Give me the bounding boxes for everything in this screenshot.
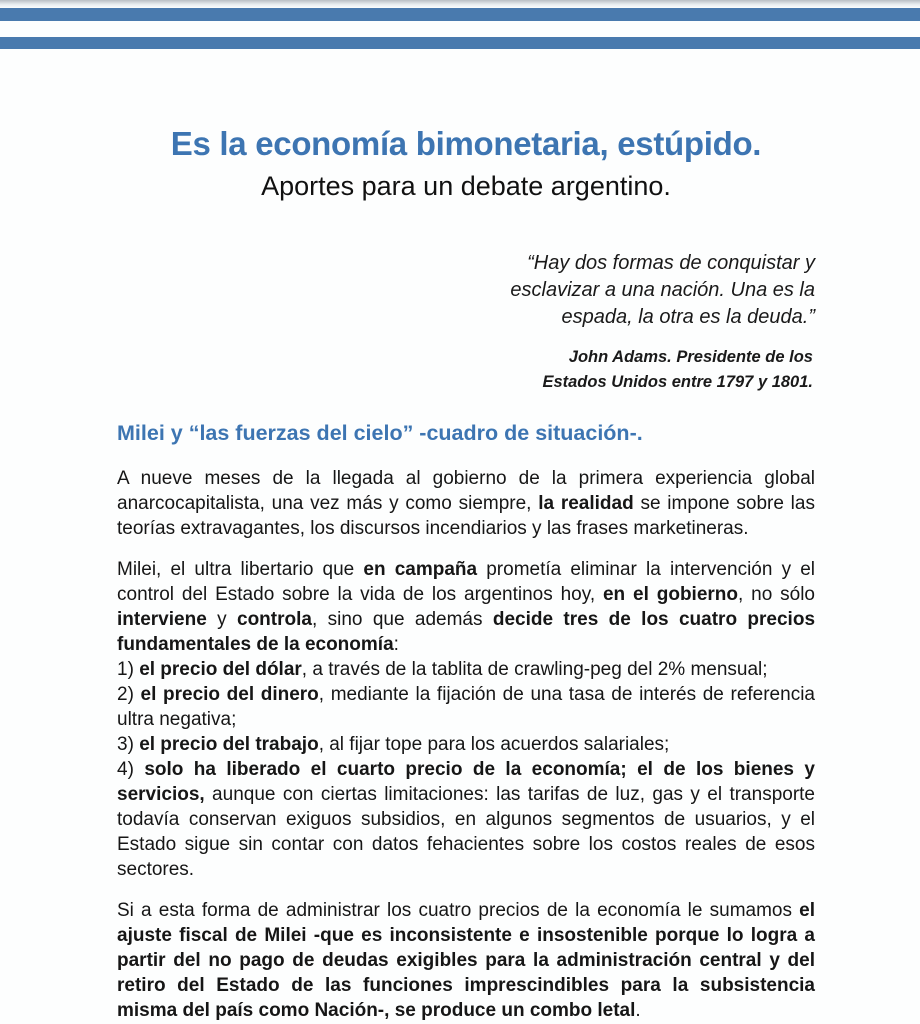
price-item-2: 2) el precio del dinero, mediante la fijación de una tasa de interés de referencia ultra negativa; bbox=[117, 683, 815, 730]
section-body bbox=[117, 466, 815, 1023]
quote-line-3: espada, la otra es la deuda.” bbox=[561, 305, 815, 328]
flag-stripe-gap bbox=[0, 21, 920, 37]
epigraph bbox=[117, 250, 815, 395]
paragraph-milei: Milei, el ultra libertario que en campaña prometía eliminar la intervención y el control del Estado sobre la vida de los argentinos hoy, en el gobierno, no sólo interviene y controla, sino que además decide tres de los cuatro precios fundamentales de la economía: bbox=[117, 558, 816, 655]
quote-line-1: “Hay dos formas de conquistar y bbox=[527, 251, 815, 274]
quote-line-2: esclavizar a una nación. Una es la bbox=[510, 278, 815, 301]
price-list bbox=[117, 657, 815, 882]
document-subtitle: Aportes para un debate argentino. bbox=[261, 170, 671, 201]
document-title: Es la economía bimonetaria, estúpido. bbox=[170, 125, 762, 162]
paragraph-intro: A nueve meses de la llegada al gobierno de la primera experiencia global anarcocapitalista, una vez más y como siempre, la realidad se impone sobre las teorías extravagantes, los discursos incendiarios y las frases marketineras. bbox=[117, 467, 815, 539]
attribution-line-2: Estados Unidos entre 1797 y 1801. bbox=[542, 372, 813, 391]
price-item-1: 1) el precio del dólar, a través de la tablita de crawling-peg del 2% mensual; bbox=[117, 658, 768, 680]
price-item-4: 4) solo ha liberado el cuarto precio de la economía; el de los bienes y servicios, aunque con ciertas limitaciones: las tarifas de luz, gas y el transporte todavía conservan exiguos subsidios, en algunos segmentos de usuarios, y el Estado sigue sin contar con datos fehacientes sobre los costos reales de esos sectores. bbox=[117, 758, 815, 880]
epigraph-attribution bbox=[117, 345, 815, 395]
section-heading: Milei y “las fuerzas del cielo” -cuadro de situación-. bbox=[117, 420, 643, 445]
price-item-3: 3) el precio del trabajo, al fijar tope para los acuerdos salariales; bbox=[117, 733, 670, 755]
epigraph-quote bbox=[117, 250, 815, 331]
attribution-line-1: John Adams. Presidente de los bbox=[568, 347, 813, 366]
flag-stripe-bottom bbox=[0, 37, 920, 49]
flag-stripe-top bbox=[0, 8, 920, 21]
page-top-edge bbox=[0, 0, 920, 8]
paragraph-combo: Si a esta forma de administrar los cuatro precios de la economía le sumamos el ajuste fiscal de Milei -que es inconsistente e insostenible porque lo logra a partir del no pago de deudas exigibles para la administración central y del retiro del Estado de las funciones imprescindibles para la subsistencia misma del país como Nación-, se produce un combo letal. bbox=[117, 899, 815, 1021]
document-body bbox=[0, 49, 920, 1023]
